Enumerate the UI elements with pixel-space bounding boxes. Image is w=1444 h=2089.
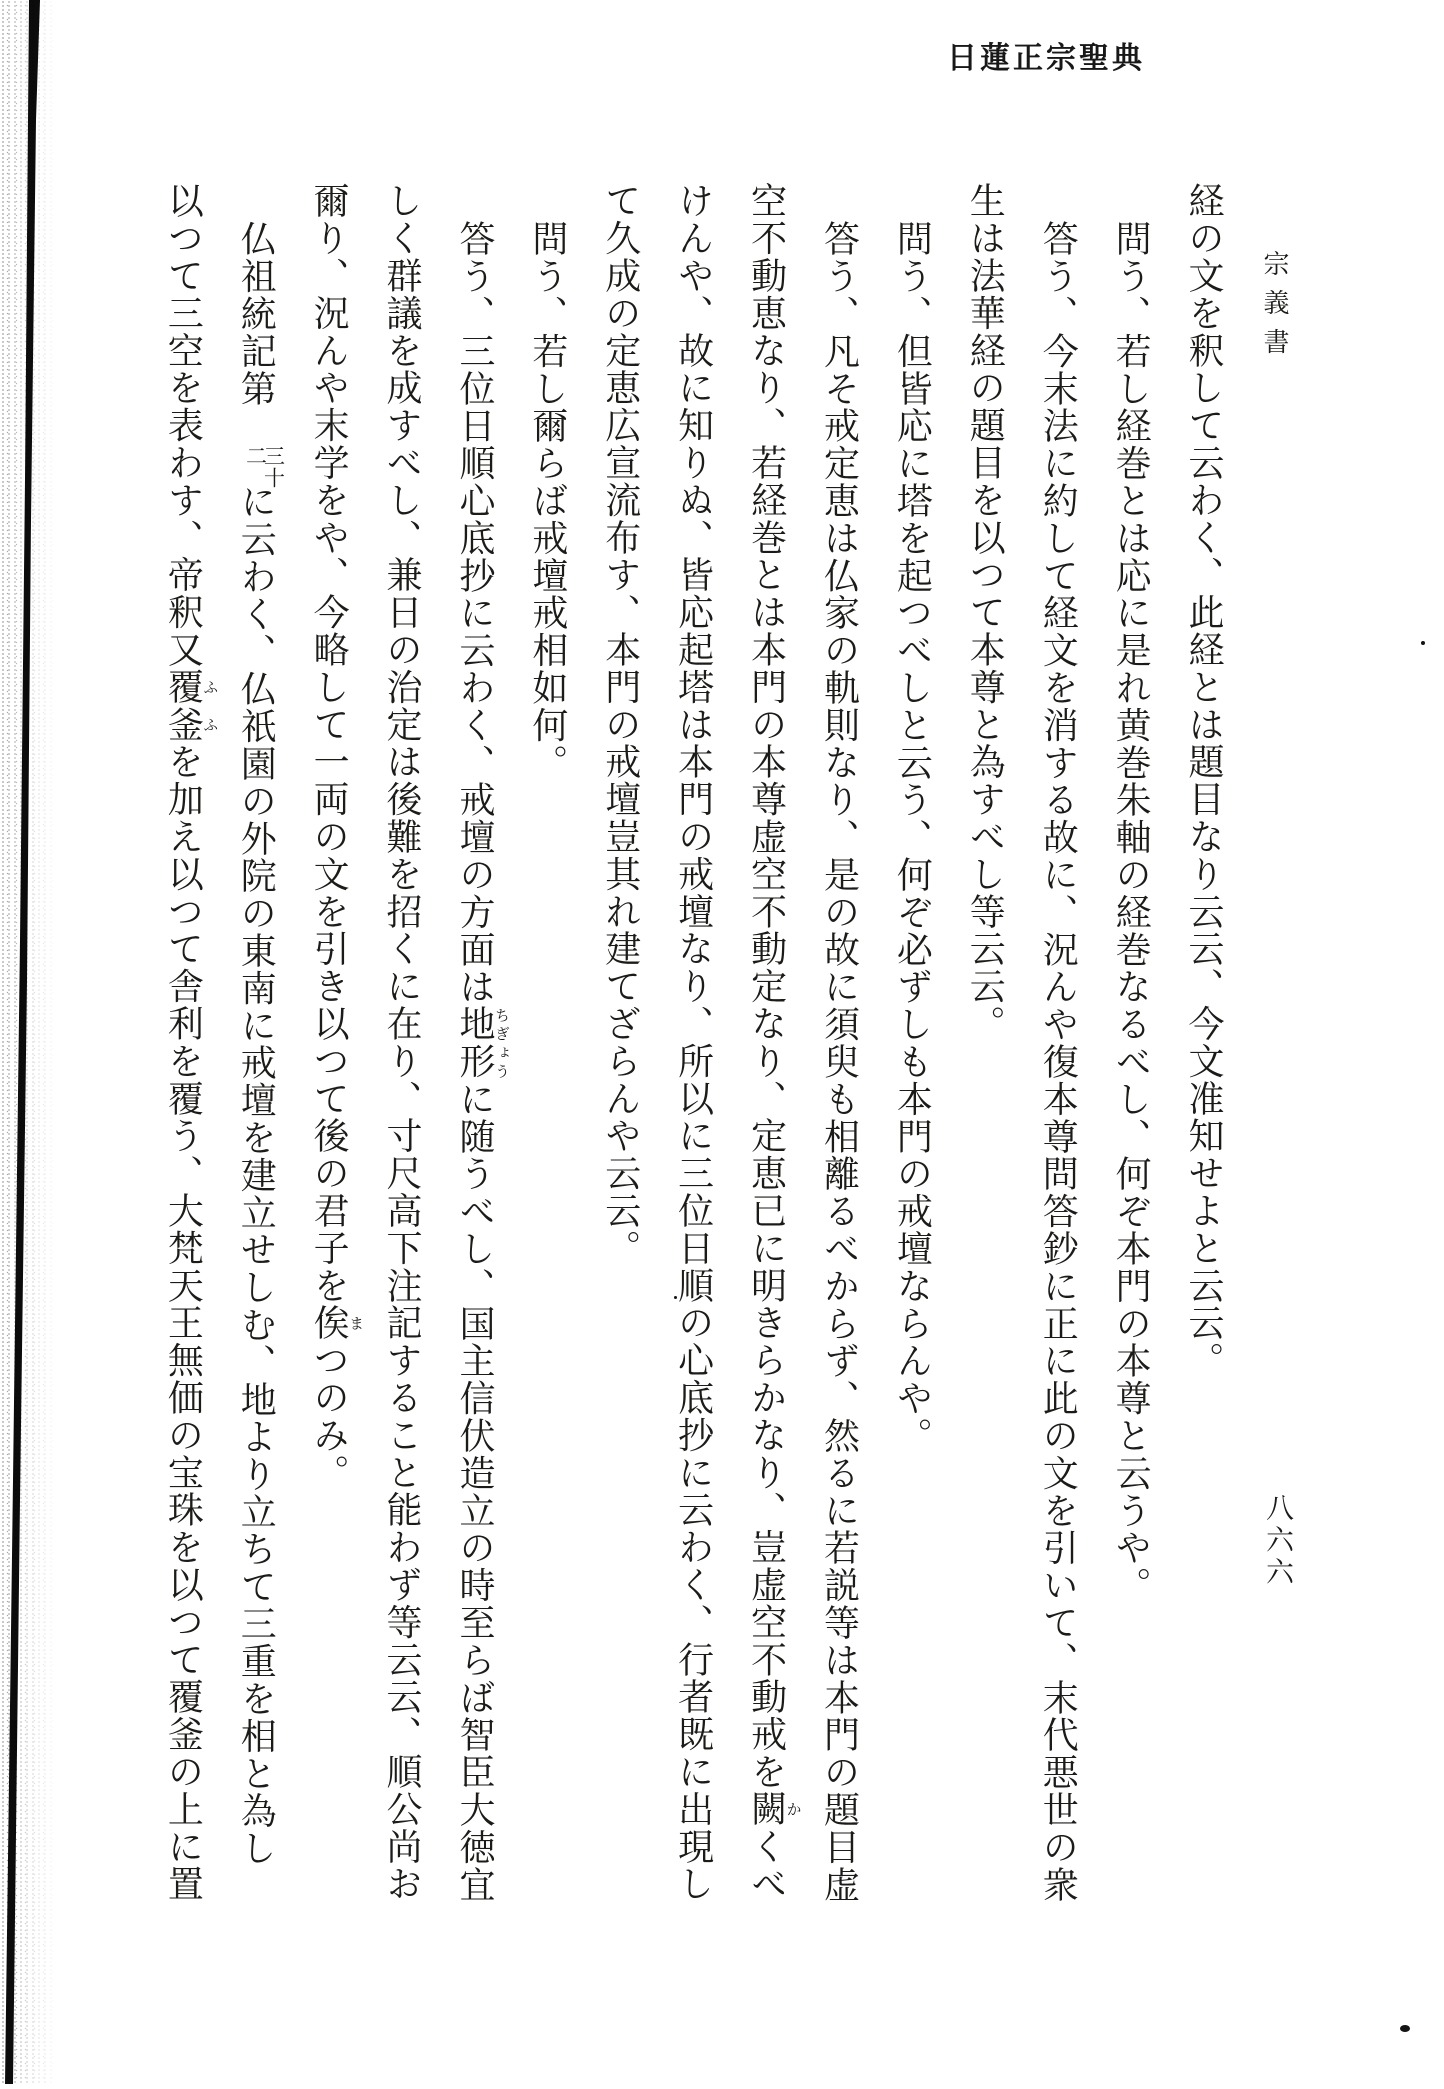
scan-noise-band [0, 0, 58, 2084]
text-column: 生は法華経の題目を以つて本尊と為すべし等云云。 [965, 182, 1006, 1043]
text-column: 問う、若し経巻とは応に是れ黄巻朱軸の経巻なるべし、何ぞ本門の本尊と云うや。 [1111, 220, 1152, 1604]
running-head: 日蓮正宗聖典 [947, 42, 1145, 75]
ink-speck [1421, 641, 1425, 645]
furigana-ruby: 俟ま [309, 1304, 364, 1342]
text-column: 経の文を釈して云わく、此経とは題目なり云云、今文准知せよと云云。 [1184, 182, 1224, 1379]
text-column: 仏祖統記第 三十 二 に云わく、仏祇園の外院の東南に戒壇を建立せしむ、地より立ちて三重を相と為し [236, 220, 286, 1867]
furigana-ruby: 闕か [746, 1790, 801, 1828]
ink-speck [1400, 2025, 1410, 2032]
section-title: 宗義書 [1260, 250, 1289, 367]
scan-gutter-shadow [0, 0, 70, 2084]
furigana-ruby: 地形ちぎょう [454, 1005, 509, 1081]
text-column: 答う、今末法に約して経文を消する故に、況んや復本尊問答鈔に正に此の文を引いて、末代悪世の衆 [1038, 220, 1079, 1903]
furigana-ruby: 覆ふ [163, 668, 218, 706]
text-column: 以つて三空を表わす、帝釈又覆ふ釜ふを加え以つて舎利を覆う、大梵天王無価の宝珠を以つて覆釜の上に置 [163, 182, 218, 1903]
text-column: 空不動恵なり、若経巻とは本門の本尊虚空不動定なり、定恵已に明きらかなり、豈虚空不動戒を闕かくべ [746, 182, 801, 1903]
text-column: て久成の定恵広宣流布す、本門の戒壇豈其れ建てざらんや云云。 [600, 182, 641, 1267]
text-column: けんや、故に知りぬ、皆応起塔は本門の戒壇なり、所以に三位日順の心底抄に云わく、行者既に出現し [673, 182, 714, 1903]
text-column: 問う、若し爾らば戒壇戒相如何。 [527, 220, 568, 781]
page-number: 八六六 [1262, 1493, 1293, 1589]
text-column: 答う、三位日順心底抄に云わく、戒壇の方面は地形ちぎょうに随うべし、国主信伏造立の時至らば智臣大徳宜 [454, 220, 509, 1904]
text-column: 問う、但皆応に塔を起つべしと云う、何ぞ必ずしも本門の戒壇ならんや。 [892, 220, 933, 1455]
main-text-block [147, 182, 1240, 1908]
text-column: 答う、凡そ戒定恵は仏家の軌則なり、是の故に須臾も相離るべからず、然るに若説等は本門の題目虚 [819, 220, 860, 1903]
text-column: しく群議を成すべし、兼日の治定は後難を招くに在り、寸尺高下注記すること能わず等云云、順公尚お [382, 182, 423, 1903]
inline-volume-note: 三十 二 [243, 445, 286, 489]
text-column: 爾り、況んや末学をや、今略して一両の文を引き以つて後の君子を俟まつのみ。 [309, 182, 364, 1492]
furigana-ruby: 釜ふ [163, 705, 218, 744]
scan-gutter-line [0, 0, 70, 2084]
